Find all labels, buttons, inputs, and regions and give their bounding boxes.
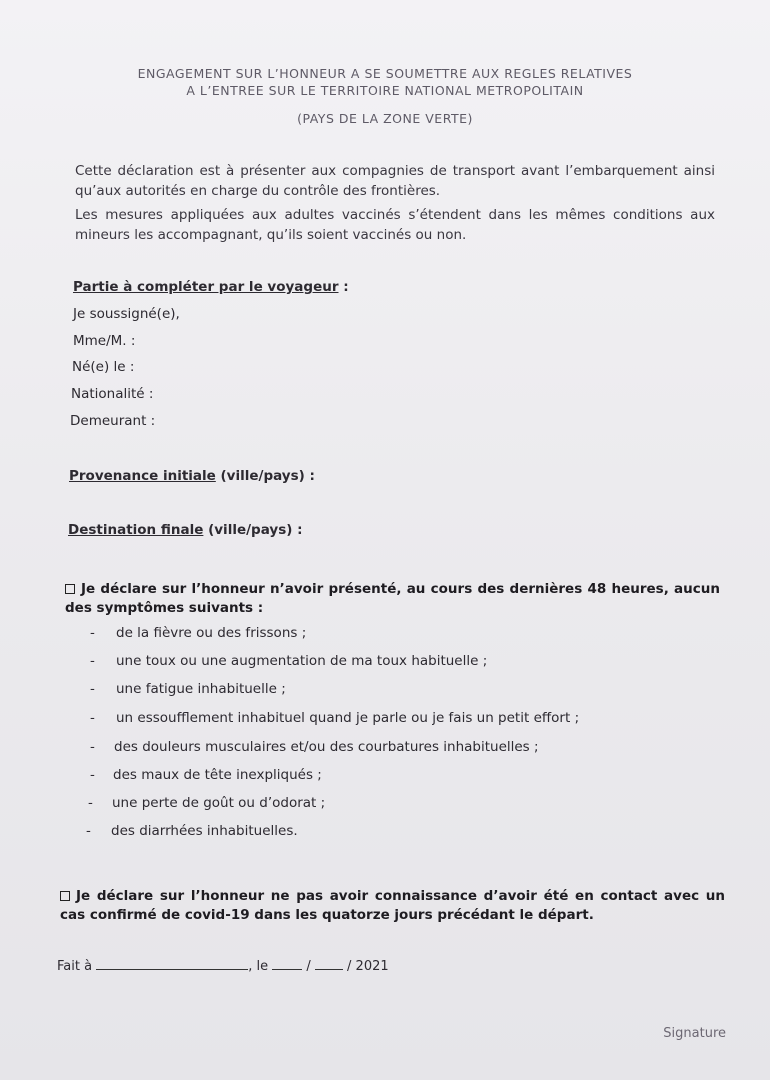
list-bullet: -: [90, 681, 95, 697]
month-blank[interactable]: [315, 957, 343, 970]
field-undersigned: Je soussigné(e),: [73, 306, 180, 322]
list-bullet: -: [90, 710, 95, 726]
origin-line: [69, 468, 315, 484]
symptom-item: un essoufflement inhabituel quand je parle ou je fais un petit effort ;: [116, 710, 580, 726]
place-blank[interactable]: [96, 957, 248, 970]
place-label: Fait à: [57, 959, 93, 974]
symptoms-checkbox[interactable]: [65, 584, 75, 594]
traveler-section-suffix: :: [338, 279, 349, 295]
intro-paragraph-2: Les mesures appliquées aux adultes vaccinés s’étendent dans les mêmes conditions aux mineurs les accompagnant, qu’ils soient vaccinés ou non.: [75, 207, 715, 243]
intro-paragraph-1: Cette déclaration est à présenter aux compagnies de transport avant l’embarquement ainsi qu’aux autorités en charge du contrôle des frontières.: [75, 163, 715, 199]
declaration-symptoms-text: Je déclare sur l’honneur n’avoir présenté, au cours des dernières 48 heures, aucun des symptômes suivants :: [65, 581, 720, 616]
symptom-item: une toux ou une augmentation de ma toux habituelle ;: [116, 653, 488, 669]
form-title-line-1: ENGAGEMENT SUR L’HONNEUR A SE SOUMETTRE AUX REGLES RELATIVES: [137, 66, 633, 81]
declaration-contact: [60, 887, 725, 925]
signature-label: Signature: [663, 1026, 726, 1041]
declaration-symptoms: [65, 580, 720, 618]
year-text: / 2021: [347, 959, 389, 974]
declaration-contact-text: Je déclare sur l’honneur ne pas avoir connaissance d’avoir été en contact avec un cas confirmé de covid-19 dans les quatorze jours précédant le départ.: [60, 888, 725, 923]
day-blank[interactable]: [272, 957, 302, 970]
destination-label: Destination finale: [68, 522, 204, 538]
field-address: Demeurant :: [70, 413, 156, 429]
symptom-item: des diarrhées inhabituelles.: [111, 823, 298, 839]
list-bullet: -: [90, 653, 95, 669]
date-label: , le: [248, 959, 269, 974]
symptom-item: une perte de goût ou d’odorat ;: [112, 795, 326, 811]
list-bullet: -: [90, 625, 95, 641]
contact-checkbox[interactable]: [60, 891, 70, 901]
list-bullet: -: [90, 739, 95, 755]
origin-suffix: (ville/pays) :: [215, 468, 315, 484]
traveler-section-heading: [73, 279, 349, 295]
destination-line: [68, 522, 303, 538]
field-name: Mme/M. :: [73, 333, 136, 349]
form-subtitle: (PAYS DE LA ZONE VERTE): [297, 111, 473, 126]
list-bullet: -: [86, 823, 91, 839]
symptom-item: une fatigue inhabituelle ;: [116, 681, 286, 697]
date-slash: /: [306, 959, 311, 974]
list-bullet: -: [90, 767, 95, 783]
destination-suffix: (ville/pays) :: [203, 522, 303, 538]
field-nationality: Nationalité :: [71, 386, 154, 402]
field-birthdate: Né(e) le :: [72, 359, 135, 375]
list-bullet: -: [88, 795, 93, 811]
symptom-item: de la fièvre ou des frissons ;: [116, 625, 307, 641]
symptom-item: des douleurs musculaires et/ou des courbatures inhabituelles ;: [114, 739, 539, 755]
symptom-item: des maux de tête inexpliqués ;: [113, 767, 322, 783]
form-title-line-2: A L’ENTREE SUR LE TERRITOIRE NATIONAL METROPOLITAIN: [186, 83, 584, 98]
traveler-section-label: Partie à compléter par le voyageur: [73, 279, 339, 295]
origin-label: Provenance initiale: [69, 468, 216, 484]
signature-place-date: [57, 957, 389, 974]
